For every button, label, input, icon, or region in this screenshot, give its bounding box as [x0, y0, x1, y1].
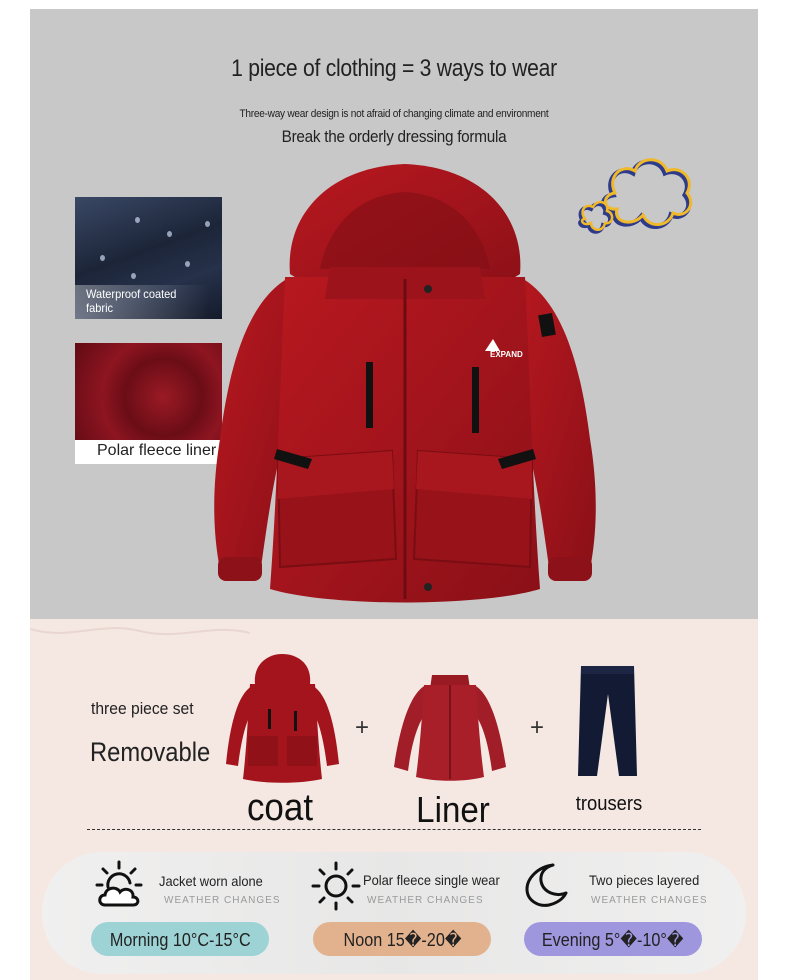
noon-pill-text: Noon 15�-20� — [343, 930, 461, 950]
weather-1-sub: WEATHER CHANGES — [164, 895, 281, 906]
sun-cloud-icon — [93, 859, 145, 911]
liner-thumbnail — [390, 667, 510, 782]
moon-icon — [523, 861, 571, 909]
evening-pill — [524, 922, 702, 956]
fabric-label: Waterproof coated fabric — [75, 285, 210, 319]
liner-label: Polar fleece liner — [75, 440, 222, 464]
plus-sign: + — [530, 714, 545, 741]
sun-icon — [311, 861, 361, 911]
coat-label: coat — [246, 787, 314, 829]
evening-pill-text: Evening 5°�-10°� — [542, 930, 684, 950]
set-label: three piece set — [91, 699, 194, 718]
morning-pill-text: Morning 10°C-15°C — [109, 930, 251, 950]
noon-pill — [313, 922, 491, 956]
water-drop — [100, 255, 105, 261]
water-drop — [131, 273, 136, 279]
weather-2-title: Polar fleece single wear — [363, 872, 500, 888]
wave-divider — [30, 605, 758, 665]
brand-logo-text: EXPAND — [490, 350, 523, 359]
weather-2-sub: WEATHER CHANGES — [367, 895, 484, 906]
coat-thumbnail — [220, 654, 345, 784]
page-subtitle: Three-way wear design is not afraid of changing climate and environment — [239, 108, 549, 120]
plus-sign: + — [355, 714, 370, 741]
trousers-label: trousers — [575, 793, 643, 815]
removable-label: Removable — [90, 737, 211, 767]
product-panel — [30, 9, 758, 980]
dashed-divider — [87, 829, 701, 830]
liner-item-label: Liner — [416, 789, 490, 830]
main-jacket-image — [180, 159, 630, 614]
weather-3-title: Two pieces layered — [589, 872, 700, 888]
water-drop — [167, 231, 172, 237]
morning-pill — [91, 922, 269, 956]
weather-1-title: Jacket worn alone — [159, 873, 263, 889]
weather-3-sub: WEATHER CHANGES — [591, 895, 708, 906]
page-title: 1 piece of clothing = 3 ways to wear — [231, 55, 557, 82]
water-drop — [135, 217, 140, 223]
trousers-thumbnail — [575, 664, 640, 779]
page-tagline: Break the orderly dressing formula — [281, 127, 507, 146]
